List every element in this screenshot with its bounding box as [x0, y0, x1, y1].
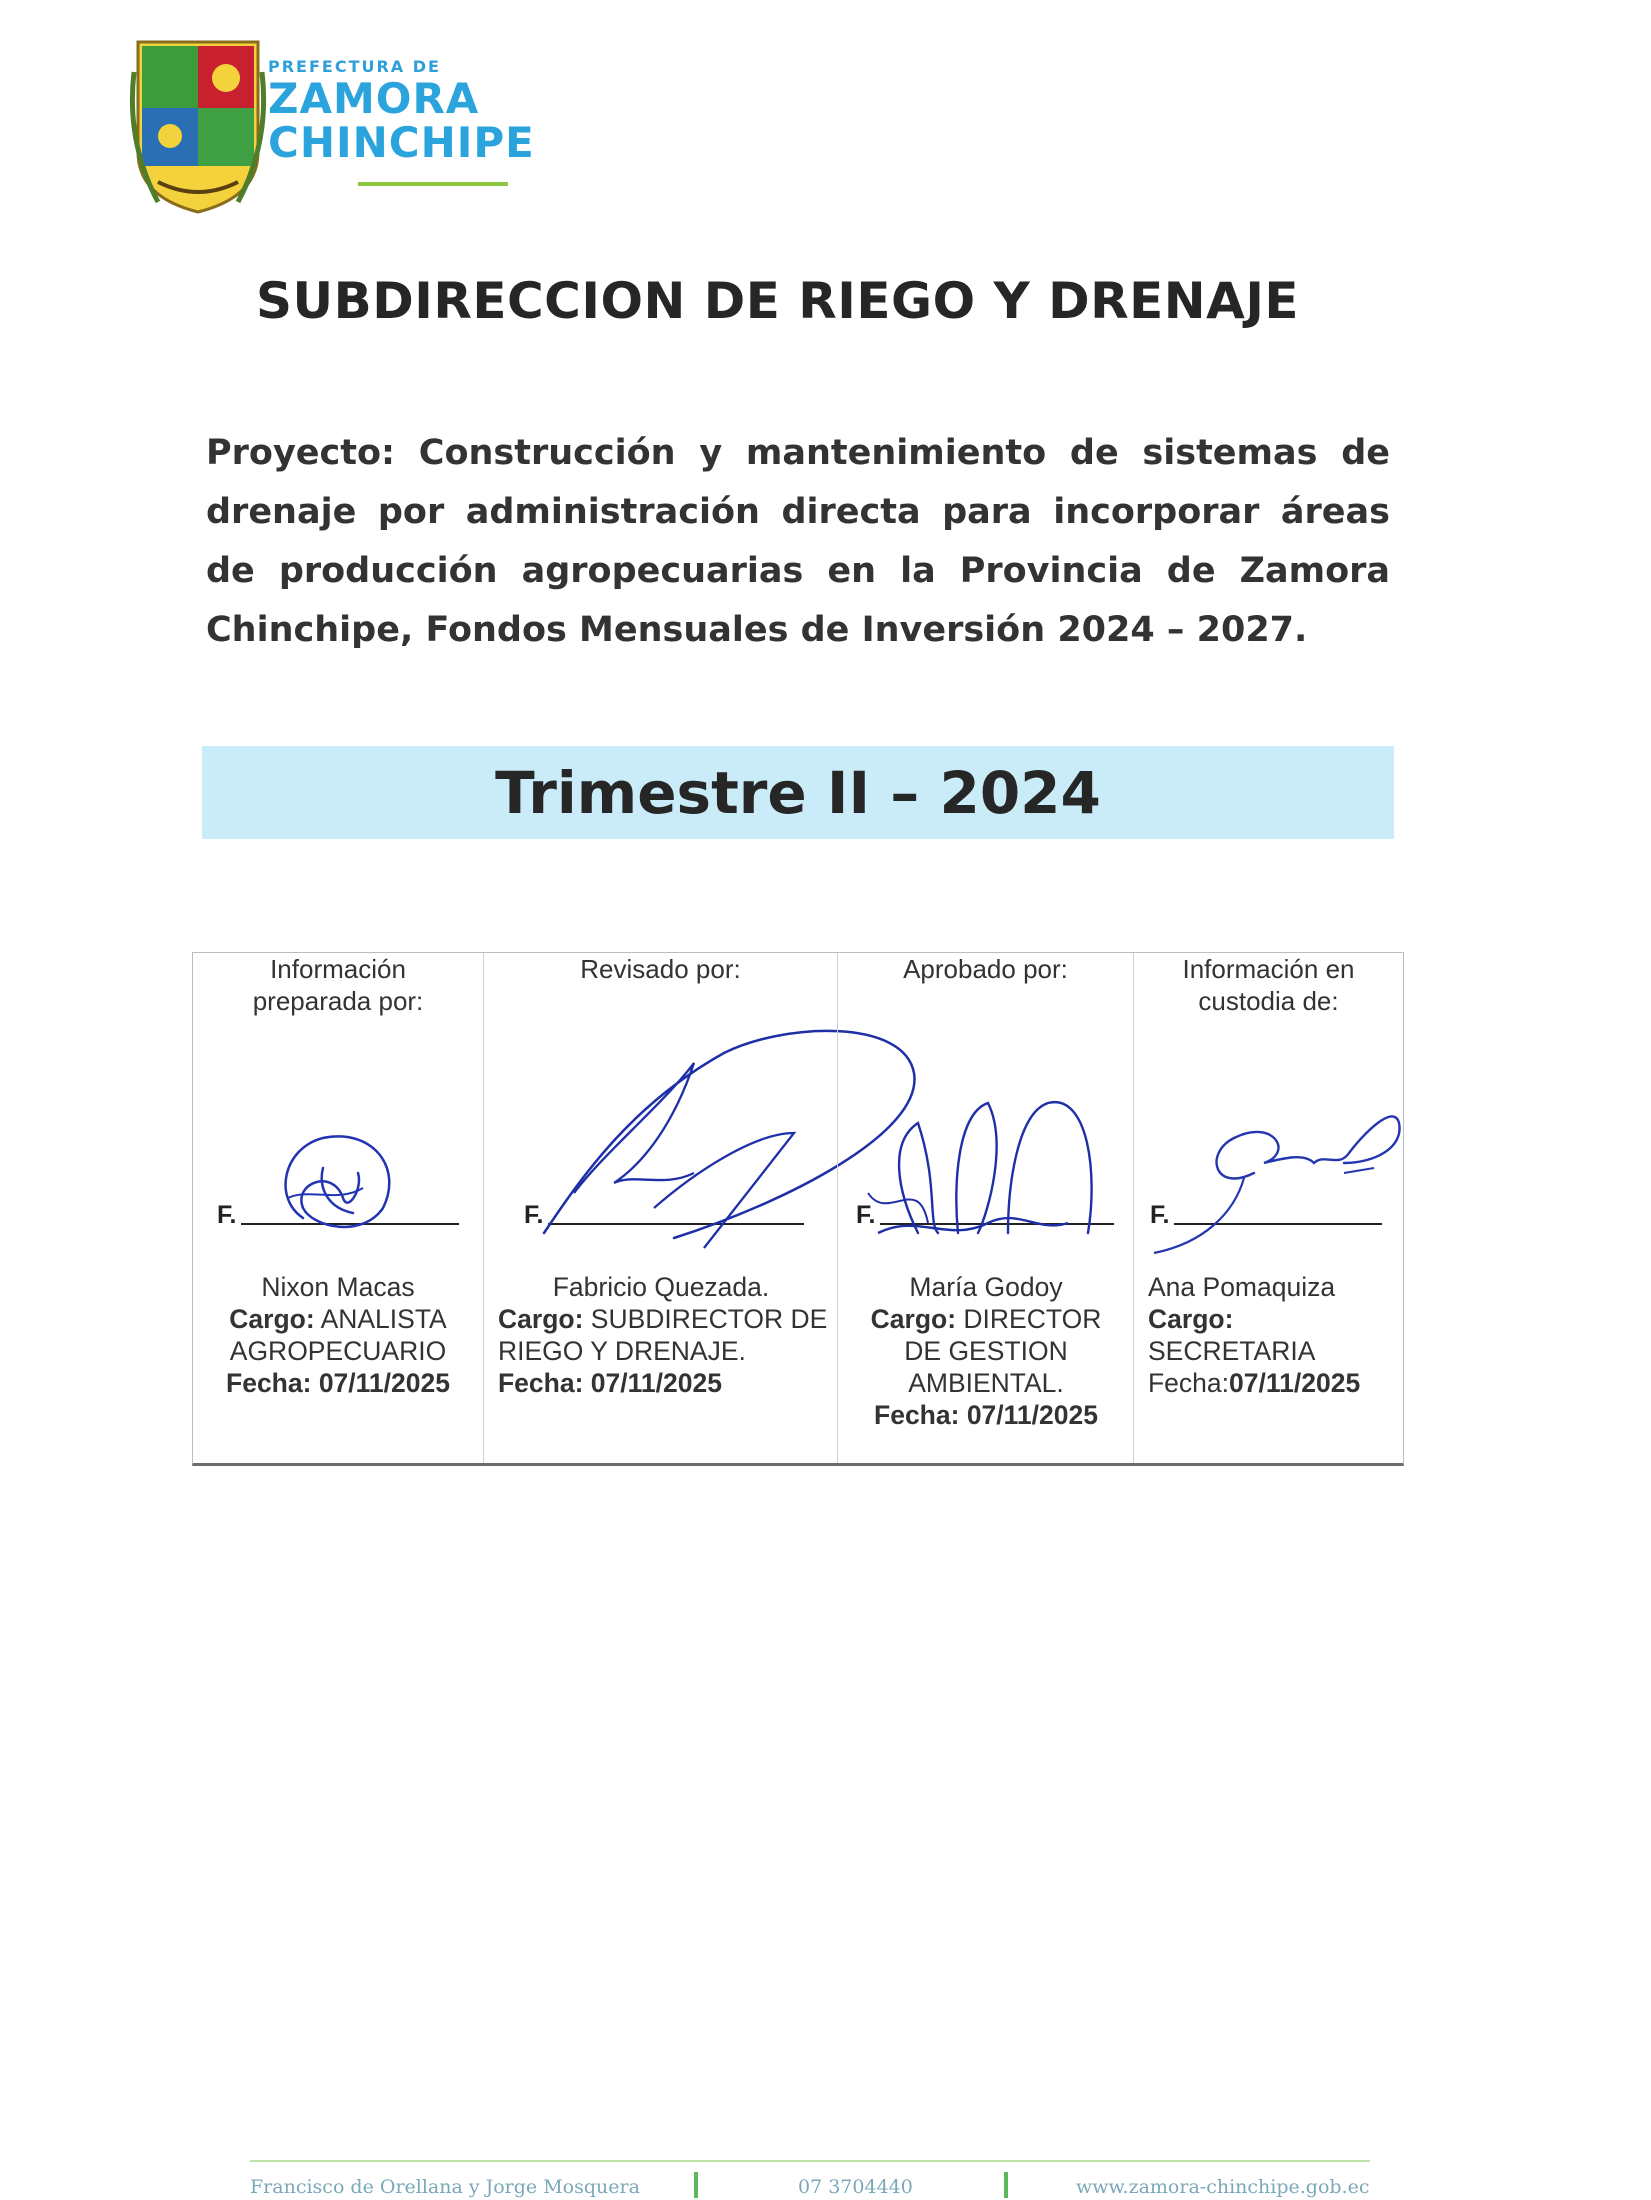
signature-column-prepared [193, 953, 483, 1463]
handwritten-signature [858, 1083, 1118, 1253]
column-header: Información preparada por: [252, 954, 424, 1016]
signer-name: Fabricio Quezada. [552, 1272, 770, 1302]
signer-date: 07/11/2025 [966, 1400, 1098, 1430]
column-header: Aprobado por: [903, 954, 1068, 984]
signer-info [193, 1271, 483, 1399]
signer-date: 07/11/2025 [590, 1368, 722, 1398]
cargo-label: Cargo: [870, 1304, 957, 1334]
cargo-label: Cargo: [229, 1304, 315, 1334]
signature-column-reviewed [483, 953, 837, 1463]
column-header: Información en custodia de: [1182, 954, 1355, 1016]
footer-divider [250, 2160, 1370, 2162]
logo-line-2: ZAMORA [268, 74, 480, 123]
signer-date: 07/11/2025 [318, 1368, 450, 1398]
footer-address: Francisco de Orellana y Jorge Mosquera [250, 2176, 640, 2198]
signer-cargo: SUBDIRECTOR DE RIEGO Y DRENAJE. [498, 1304, 828, 1366]
coat-of-arms-icon [128, 32, 268, 218]
signer-name: María Godoy [909, 1272, 1063, 1302]
fecha-label: Fecha: [226, 1368, 312, 1398]
signature-table [192, 952, 1404, 1466]
footer-phone: 07 3704440 [798, 2176, 913, 2198]
cargo-label: Cargo: [498, 1304, 584, 1334]
logo-line-3: CHINCHIPE [268, 118, 535, 167]
sign-prefix: F. [524, 1201, 544, 1229]
quarter-banner [202, 746, 1394, 839]
footer-website: www.zamora-chinchipe.gob.ec [1076, 2176, 1370, 2198]
handwritten-signature [263, 1128, 413, 1238]
quarter-label: Trimestre II – 2024 [495, 758, 1101, 827]
signer-date: 07/11/2025 [1229, 1368, 1361, 1398]
handwritten-signature [1144, 1093, 1414, 1263]
cargo-label: Cargo: [1148, 1304, 1234, 1334]
signer-info [484, 1271, 838, 1399]
footer-separator [694, 2172, 698, 2198]
logo-line-1: PREFECTURA DE [268, 57, 441, 76]
signer-info [838, 1271, 1134, 1431]
prefectura-logo [128, 32, 535, 218]
signer-info [1148, 1271, 1398, 1399]
signature-column-approved [837, 953, 1133, 1463]
sign-prefix: F. [1150, 1201, 1170, 1229]
sign-prefix: F. [856, 1201, 876, 1229]
signer-name: Ana Pomaquiza [1148, 1272, 1336, 1302]
fecha-label: Fecha: [498, 1368, 584, 1398]
sign-prefix: F. [217, 1201, 237, 1229]
signer-cargo: SECRETARIA [1148, 1336, 1316, 1366]
project-description: Proyecto: Construcción y mantenimiento de sistemas de drenaje por administración directa para incorporar áreas de producción agropecuarias en la Provincia de Zamora Chinchipe, Fondos Mensuales de Inversión 2024 – 2027. [206, 433, 1390, 650]
logo-underline [358, 182, 508, 186]
signer-cargo: DIRECTOR DE GESTION AMBIENTAL. [904, 1304, 1102, 1398]
signer-name: Nixon Macas [261, 1272, 415, 1302]
signer-cargo: ANALISTA AGROPECUARIO [229, 1304, 447, 1366]
footer-separator [1004, 2172, 1008, 2198]
footer [250, 2176, 1390, 2200]
page-title: SUBDIRECCION DE RIEGO Y DRENAJE [256, 272, 1300, 330]
signature-column-custody [1133, 953, 1403, 1463]
column-header: Revisado por: [580, 954, 741, 984]
fecha-label: Fecha: [1148, 1368, 1230, 1398]
fecha-label: Fecha: [874, 1400, 960, 1430]
